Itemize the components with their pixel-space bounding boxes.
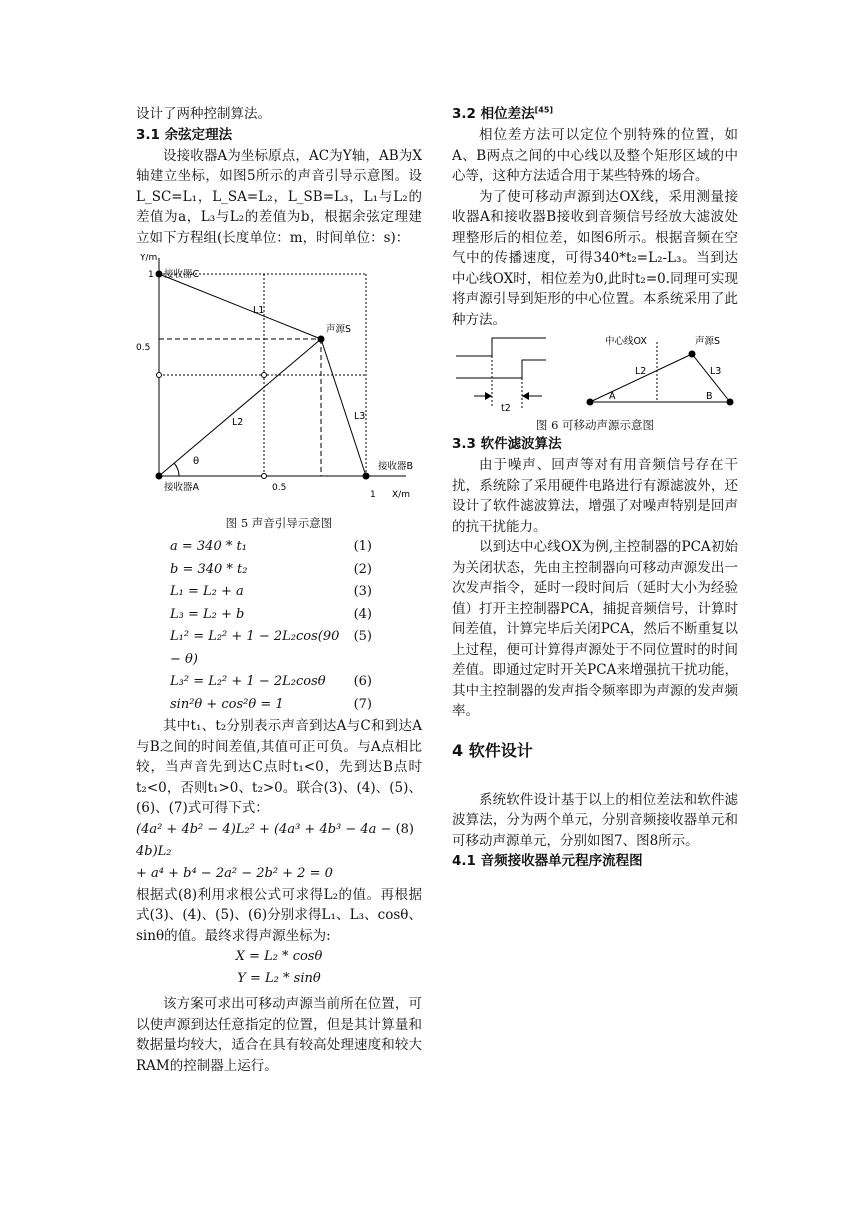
section-4-title: 4 软件设计: [452, 740, 533, 760]
figure-6: [452, 332, 738, 434]
equation-6: L₃² = L₂² + 1 − 2L₂cosθ (6): [170, 674, 372, 689]
source-label: 声源S: [326, 324, 352, 335]
paragraph-time-difference: 其中t₁、t₂分别表示声音到达A与C和到达A与B之间的时间差值,其值可正可负。与A点相比较，当声音先到达C点时t₁<0，先到达B点时t₂<0，否则t₁>0、t₂>0。联合(3)、(4)、(5)、(6)、(7)式可得下式：: [136, 718, 422, 816]
figure-5-caption: 图 5 声音引导示意图: [225, 516, 333, 530]
receiver-c-label: 接收器C: [164, 269, 200, 280]
equation-8-line-1: (4a² + 4b² − 4)L₂² + (4a³ + 4b³ − 4a − 4b)L₂ (8): [136, 821, 414, 859]
section-4-paragraph: 系统软件设计基于以上的相位差法和软件滤波算法，分为两个单元，分别音频接收器单元和可移动声源单元，分别如图7、图8所示。: [452, 791, 738, 849]
receiver-c-dot: [156, 271, 163, 278]
l2-label: L2: [232, 417, 244, 428]
l2-label: L2: [635, 366, 647, 377]
section-3-3-paragraph-2: 以到达中心线OX为例,主控制器的PCA初始为关闭状态，先由主控制器向可移动声源发出一次发声指令，延时一段时间后（延时大小为经验值）打开主控制器PCA，捕捉音频信号，计算时间差值，计算完毕后关闭PCA，然后不断重复以上过程，便可计算得声源处于不同位置时的时间差值。即通过定时开关PCA来增强抗干扰功能，其中主控制器的发声指令频率即为声源的发声频率。: [452, 539, 738, 719]
line-l1: [159, 274, 321, 339]
section-3-2-title: 3.2 相位差法[45]: [452, 105, 554, 122]
section-3-2-paragraph-1: 相位差方法可以定位个别特殊的位置，如A、B两点之间的中心线以及整个矩形区域的中心等，这种方法适合用于某些特殊的场合。: [452, 127, 738, 184]
figure-6-diagram: [452, 332, 738, 416]
equation-5: L₁² = L₂² + 1 − 2L₂cos(90 − θ) (5): [170, 629, 372, 667]
theta-label: θ: [193, 456, 200, 467]
t2-arrow-right-head: [522, 392, 529, 400]
line-l2: [590, 354, 692, 402]
t2-label: t2: [501, 403, 511, 414]
figure-5: [136, 254, 422, 532]
source-label: 声源S: [695, 336, 721, 347]
x-half-marker: [262, 474, 267, 479]
section-4-1-title: 4.1 音频接收器单元程序流程图: [452, 853, 643, 869]
figure-6-caption: 图 6 可移动声源示意图: [535, 418, 655, 432]
equation-block: [136, 536, 422, 716]
equation-7: sin²θ + cos²θ = 1 (7): [170, 696, 372, 712]
receiver-b-dot: [363, 473, 370, 480]
center-line-label: 中心线OX: [605, 336, 647, 347]
tick-1-y: 1: [148, 270, 154, 280]
equation-1: a = 340 * t₁ (1): [170, 539, 372, 554]
point-a-label: A: [609, 391, 616, 402]
section-3-1-title: 3.1 余弦定理法: [136, 126, 233, 143]
tick-05-y: 0.5: [136, 343, 151, 353]
right-column: [452, 104, 738, 872]
point-b-label: B: [706, 391, 713, 402]
coordinate-x: X = L₂ * cosθ: [235, 949, 323, 964]
line-l2: [159, 339, 321, 476]
left-column: [136, 104, 422, 1076]
y-half-marker: [157, 373, 162, 378]
equation-4: L₃ = L₂ + b (4): [170, 606, 372, 622]
reference-mark: [45]: [534, 105, 554, 115]
x-axis-label: X/m: [392, 490, 410, 500]
signal-b-waveform: [456, 360, 546, 378]
source-dot: [689, 351, 696, 358]
intro-text: 设计了两种控制算法。: [136, 106, 271, 122]
center-marker: [262, 373, 267, 378]
l1-label: L1: [253, 305, 265, 316]
tick-1-x: 1: [370, 490, 376, 500]
equation-3: L₁ = L₂ + a (3): [170, 584, 372, 599]
tick-05-x: 0.5: [272, 483, 287, 493]
signal-a-waveform: [456, 338, 546, 356]
theta-arc: [174, 463, 179, 476]
section-3-2-paragraph-2: 为了使可移动声源到达OX线，采用测量接收器A和接收器B接收到音频信号经放大滤波处理整形后的相位差，如图6所示。根据音频在空气中的传播速度，可得340*t₂=L₂-L₃。当到达中心线OX时，相位差为0,此时t₂=0.同理可实现将声源引导到矩形的中心位置。本系统采用了此种方法。: [452, 188, 738, 328]
point-b-dot: [727, 399, 734, 406]
l3-label: L3: [710, 366, 722, 377]
coordinate-y: Y = L₂ * sinθ: [237, 971, 321, 986]
source-dot: [318, 336, 325, 343]
t2-arrow-left-head: [485, 392, 492, 400]
paragraph-solve: 根据式(8)利用求根公式可求得L₂的值。再根据式(3)、(4)、(5)、(6)分别求得L₁、L₃、cosθ、sinθ的值。最终求得声源坐标为:: [136, 886, 422, 944]
figure-5-diagram: [136, 254, 422, 514]
point-a-dot: [587, 399, 594, 406]
l3-label: L3: [354, 411, 366, 422]
equation-8-line-2: + a⁴ + b⁴ − 2a² − 2b² + 2 = 0: [136, 865, 333, 881]
equation-2: b = 340 * t₂ (2): [170, 561, 372, 577]
y-axis-label: Y/m: [140, 254, 158, 263]
receiver-a-label: 接收器A: [164, 482, 199, 493]
section-3-1-paragraph: 设接收器A为坐标原点，AC为Y轴，AB为X轴建立坐标，如图5所示的声音引导示意图。设L_SC=L₁，L_SA=L₂，L_SB=L₃，L₁与L₂的差值为a，L₃与L₂的差值为b，根据余弦定理建立如下方程组(长度单位：m，时间单位：s)：: [136, 147, 422, 246]
receiver-a-dot: [156, 473, 163, 480]
section-3-3-paragraph-1: 由于噪声、回声等对有用音频信号存在干扰，系统除了采用硬件电路进行有源滤波外，还设计了软件滤波算法，增强了对噪声特别是回声的抗干扰能力。: [452, 457, 738, 535]
line-l3: [321, 339, 366, 476]
receiver-b-label: 接收器B: [378, 461, 414, 472]
paragraph-conclusion: 该方案可求出可移动声源当前所在位置，可以使声源到达任意指定的位置，但是其计算量和数据量均较大，适合在具有较高处理速度和较大RAM的控制器上运行。: [136, 996, 422, 1074]
section-3-3-title: 3.3 软件滤波算法: [452, 436, 562, 452]
